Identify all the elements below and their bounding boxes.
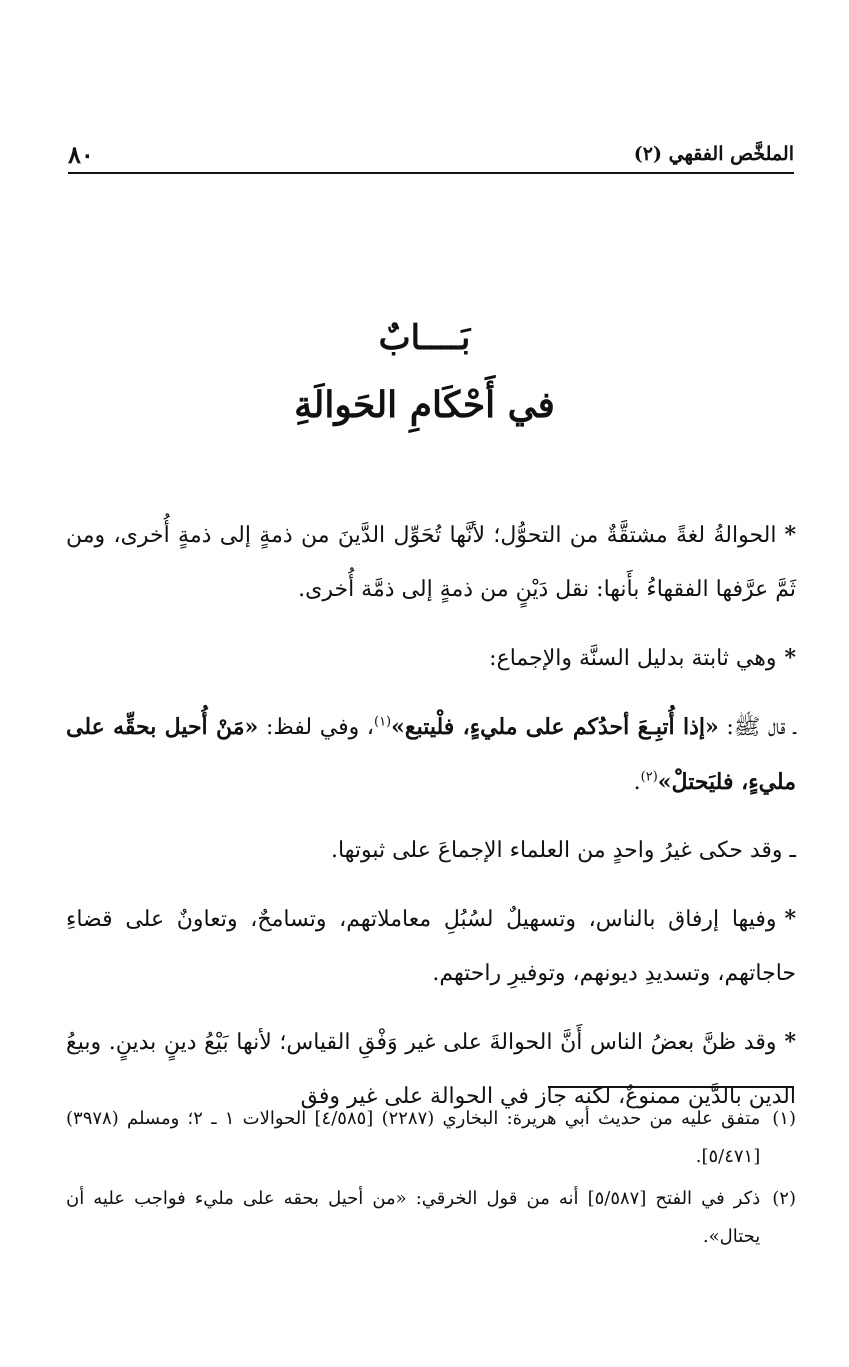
hadith-end: . <box>633 770 641 795</box>
dash-marker: ـ <box>793 715 796 740</box>
footnote-1 <box>66 1100 796 1176</box>
paragraph-consensus <box>66 824 796 878</box>
footnote-ref-1[interactable]: (١) <box>373 714 392 730</box>
paragraph-text: الحوالةُ لغةً مشتقَّةٌ من التحوُّل؛ لأنَّها تُحَوِّل الدَّينَ من ذمةٍ إلى ذمةٍ أُخرى، ومن ثَمَّ عرَّفها الفقهاءُ بأَنها: نقل دَيْنٍ من ذمةٍ إلى ذمَّة أُخرى. <box>66 523 796 602</box>
hadith-quote-1: «إذا أُتبِـعَ أحدُكم على مليءٍ، فلْيتبع» <box>391 714 719 740</box>
footnotes <box>66 1100 796 1260</box>
hadith-connector: ، وفي لفظ: <box>258 715 374 740</box>
paragraph-hadith <box>66 700 796 810</box>
footnote-ref-2[interactable]: (٢) <box>640 769 658 785</box>
footnote-divider <box>548 1086 794 1088</box>
paragraph-text: وفيها إرفاق بالناس، وتسهيلٌ لسُبُلِ معاملاتهم، وتسامحٌ، وتعاونٌ على قضاءِ حاجاتهم، وتسديدِ ديونهم، وتوفيرِ راحتهم. <box>66 907 796 986</box>
paragraph-benefits <box>66 892 796 1001</box>
paragraph-text: وهي ثابتة بدليل السنَّة والإجماع: <box>489 646 777 671</box>
footnote-text: ذكر في الفتح [٥/٥٨٧] أنه من قول الخرقي: «من أحيل بحقه على مليء فواجب عليه أن يحتال». <box>66 1188 761 1247</box>
page-header <box>68 136 794 174</box>
bullet-marker: * <box>784 1029 796 1055</box>
paragraph-definition <box>66 508 796 617</box>
footnote-2 <box>66 1180 796 1256</box>
footnote-number: (٢) <box>772 1188 796 1209</box>
chapter-title: في أَحْكَامِ الحَوالَةِ <box>294 384 555 426</box>
bullet-marker: * <box>784 522 796 548</box>
bullet-marker: * <box>784 906 796 932</box>
bullet-marker: * <box>784 645 796 671</box>
page-number: ٨٠ <box>68 139 94 169</box>
footnote-number: (١) <box>772 1108 796 1129</box>
footnote-text: متفق عليه من حديث أبي هريرة: البخاري (٢٢٨٧) [٤/٥٨٥] الحوالات ١ ـ ٢؛ ومسلم (٣٩٧٨) [٥/٤٧١]. <box>66 1108 761 1167</box>
paragraph-evidence <box>66 631 796 686</box>
hadith-quote-2: «مَنْ أُحيل بحقِّه على مليءٍ، فليَحتلْ» <box>66 714 796 795</box>
hadith-intro: قال ﷺ: <box>718 715 786 740</box>
body-text <box>66 508 796 1138</box>
dash-marker: ـ <box>789 838 796 863</box>
paragraph-text: وقد حكى غيرُ واحدٍ من العلماء الإجماعَ على ثبوتها. <box>331 838 783 863</box>
paragraph-text: وقد ظنَّ بعضُ الناس أَنَّ الحوالةَ على غير وَفْقِ القياس؛ لأنها بَيْعُ دينٍ بدينٍ. وبيعُ الدين بالدَّين ممنوعٌ، لكنه جاز في الحوالة على غير وفق <box>66 1030 796 1109</box>
chapter-label: بَــــابٌ <box>378 318 471 358</box>
running-title: الملخَّص الفقهي (٢) <box>633 143 794 165</box>
